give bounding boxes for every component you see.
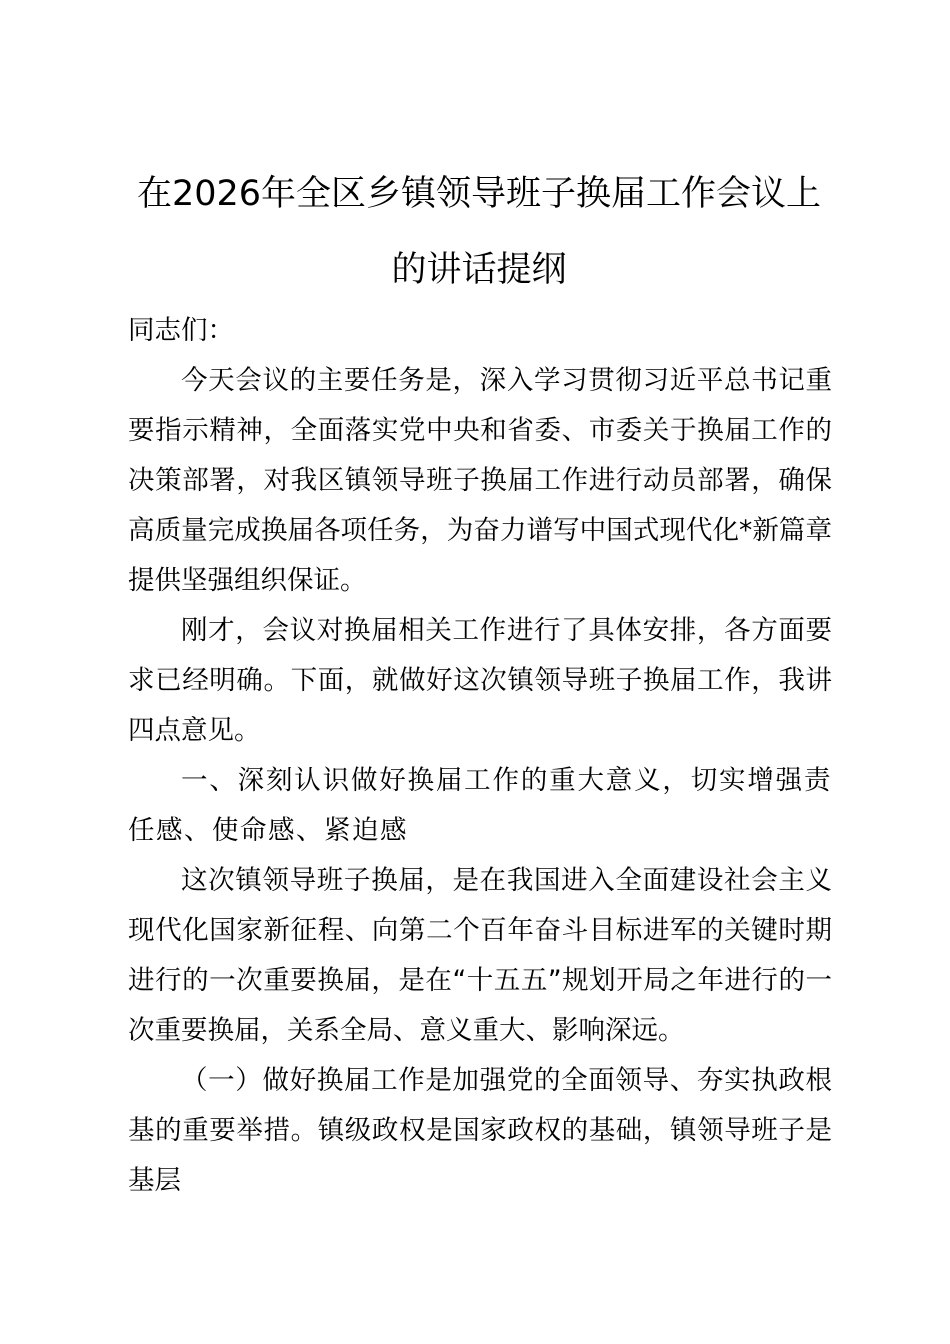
- paragraph-intro: 今天会议的主要任务是，深入学习贯彻习近平总书记重要指示精神，全面落实党中央和省委、市委关于换届工作的决策部署，对我区镇领导班子换届工作进行动员部署，确保高质量完成换届各项任务，为奋力谱写中国式现代化*新篇章提供坚强组织保证。: [128, 365, 832, 596]
- paragraph-transition: 刚才，会议对换届相关工作进行了具体安排，各方面要求已经明确。下面，就做好这次镇领导班子换届工作，我讲四点意见。: [128, 615, 832, 746]
- salutation: 同志们：: [128, 315, 234, 346]
- subsection-paragraph-1: （一）做好换届工作是加强党的全面领导、夯实执政根基的重要举措。镇级政权是国家政权的基础，镇领导班子是基层: [128, 1065, 832, 1196]
- document-body: [128, 306, 832, 1206]
- document-title: 在2026年全区乡镇领导班子换届工作会议上的讲话提纲: [136, 174, 822, 290]
- section-paragraph-significance: 这次镇领导班子换届，是在我国进入全面建设社会主义现代化国家新征程、向第二个百年奋斗目标进军的关键时期进行的一次重要换届，是在“十五五”规划开局之年进行的一次重要换届，关系全局、意义重大、影响深远。: [128, 865, 832, 1046]
- section-heading-1: 一、深刻认识做好换届工作的重大意义，切实增强责任感、使命感、紧迫感: [128, 765, 832, 846]
